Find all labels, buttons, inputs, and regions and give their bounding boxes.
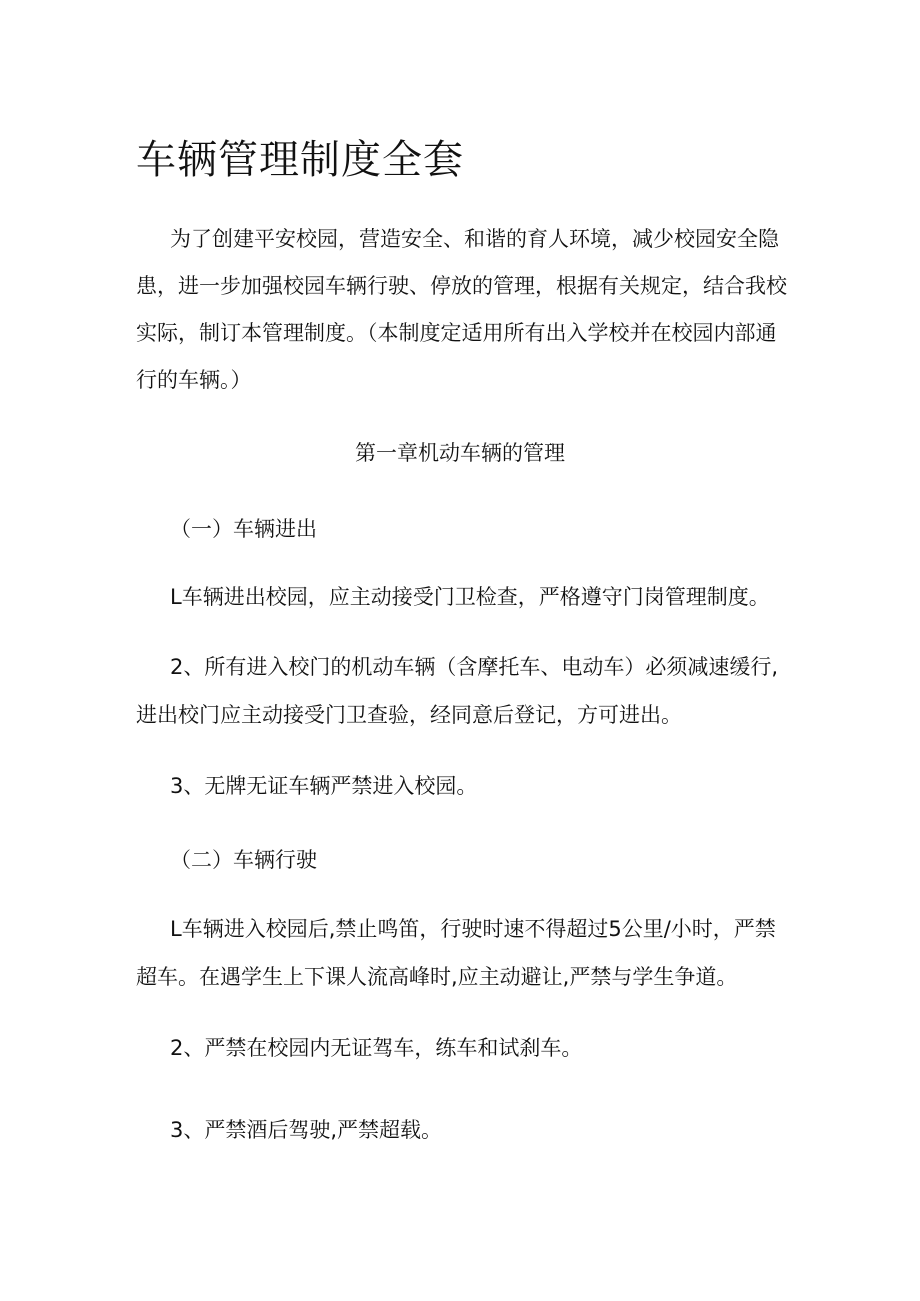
rule-driving-1: L车辆进入校园后,禁止鸣笛，行驶时速不得超过5公里/小时，严禁超车。在遇学生上下课人流高峰时,应主动避让,严禁与学生争道。 bbox=[136, 917, 776, 989]
rule-entry-1: L车辆进出校园，应主动接受门卫检查，严格遵守门岗管理制度。 bbox=[170, 585, 770, 609]
document-title: 车辆管理制度全套 bbox=[136, 137, 464, 183]
rule-entry-3: 3、无牌无证车辆严禁进入校园。 bbox=[170, 774, 478, 798]
rule-entry-2: 2、所有进入校门的机动车辆（含摩托车、电动车）必须减速缓行,进出校门应主动接受门卫查验，经同意后登记，方可进出。 bbox=[136, 655, 779, 727]
chapter-heading: 第一章机动车辆的管理 bbox=[355, 441, 565, 465]
rule-driving-3: 3、严禁酒后驾驶,严禁超载。 bbox=[170, 1118, 443, 1142]
section-heading-vehicle-driving: （二）车辆行驶 bbox=[170, 848, 317, 872]
intro-paragraph: 为了创建平安校园，营造安全、和谐的育人环境，减少校园安全隐患，进一步加强校园车辆行驶、停放的管理，根据有关规定，结合我校实际，制订本管理制度。（本制度定适用所有出入学校并在校园内部通行的车辆。） bbox=[136, 227, 787, 392]
section-heading-vehicle-entry: （一）车辆进出 bbox=[170, 517, 317, 541]
rule-driving-2: 2、严禁在校园内无证驾车，练车和试刹车。 bbox=[170, 1036, 583, 1060]
